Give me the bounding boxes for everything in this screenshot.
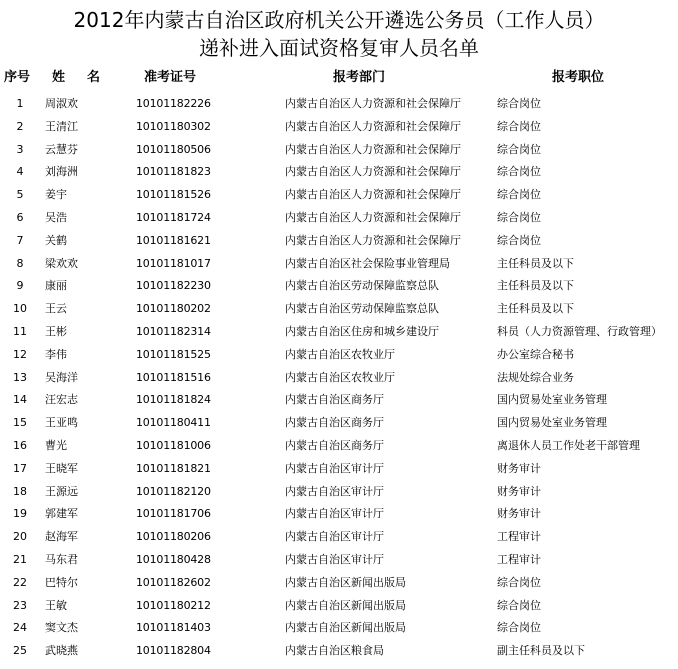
table-row — [0, 209, 678, 232]
row-position: 法规处综合业务 — [497, 370, 574, 384]
row-name: 王源远 — [45, 484, 78, 498]
row-name: 窦文杰 — [45, 621, 78, 635]
row-exam-no: 10101181724 — [136, 210, 211, 224]
table-row — [0, 323, 678, 346]
row-position: 财务审计 — [497, 484, 541, 498]
row-exam-no: 10101181403 — [136, 621, 211, 635]
row-dept: 内蒙古自治区农牧业厅 — [285, 347, 395, 361]
row-dept: 内蒙古自治区审计厅 — [285, 484, 384, 498]
row-dept: 内蒙古自治区人力资源和社会保障厅 — [285, 119, 461, 133]
row-name: 刘海洲 — [45, 165, 78, 179]
row-dept: 内蒙古自治区粮食局 — [285, 644, 384, 658]
row-seq: 4 — [16, 165, 24, 179]
table-row — [0, 551, 678, 574]
column-header-exam-no: 准考证号 — [144, 70, 197, 85]
row-exam-no: 10101182314 — [136, 324, 211, 338]
row-seq: 1 — [16, 97, 24, 110]
row-seq: 22 — [13, 575, 27, 589]
table-row — [0, 277, 678, 300]
row-position: 综合岗位 — [497, 210, 541, 224]
row-dept: 内蒙古自治区劳动保障监察总队 — [285, 302, 439, 316]
row-dept: 内蒙古自治区人力资源和社会保障厅 — [285, 165, 461, 179]
table-row — [0, 118, 678, 141]
row-position: 财务审计 — [497, 461, 541, 475]
row-exam-no: 10101180411 — [136, 416, 211, 430]
row-position: 办公室综合秘书 — [497, 347, 574, 361]
row-dept: 内蒙古自治区商务厅 — [285, 438, 384, 452]
row-exam-no: 10101182230 — [136, 279, 211, 293]
row-position: 科员（人力资源管理、行政管理） — [497, 324, 662, 338]
row-position: 综合岗位 — [497, 97, 541, 110]
table-row — [0, 186, 678, 209]
row-exam-no: 10101181621 — [136, 233, 211, 247]
row-position: 副主任科员及以下 — [497, 644, 585, 658]
row-name: 郭建军 — [45, 507, 78, 521]
row-seq: 19 — [13, 507, 27, 521]
row-seq: 8 — [16, 256, 24, 270]
row-exam-no: 10101181706 — [136, 507, 211, 521]
row-seq: 12 — [13, 347, 27, 361]
table-row — [0, 414, 678, 437]
row-position: 主任科员及以下 — [497, 256, 574, 270]
table-row — [0, 460, 678, 483]
row-seq: 3 — [16, 142, 24, 156]
row-name: 姜宇 — [45, 188, 67, 202]
row-seq: 23 — [13, 598, 27, 612]
row-exam-no: 10101181017 — [136, 256, 211, 270]
table-row — [0, 642, 678, 665]
row-exam-no: 10101181821 — [136, 461, 211, 475]
row-position: 综合岗位 — [497, 598, 541, 612]
row-dept: 内蒙古自治区审计厅 — [285, 461, 384, 475]
row-name: 吴海洋 — [45, 370, 78, 384]
candidate-table — [0, 95, 678, 665]
row-exam-no: 10101181516 — [136, 370, 211, 384]
table-row — [0, 232, 678, 255]
row-exam-no: 10101182120 — [136, 484, 211, 498]
row-name: 王晓军 — [45, 461, 78, 475]
row-dept: 内蒙古自治区人力资源和社会保障厅 — [285, 142, 461, 156]
row-dept: 内蒙古自治区审计厅 — [285, 507, 384, 521]
row-dept: 内蒙古自治区新闻出版局 — [285, 621, 406, 635]
row-dept: 内蒙古自治区住房和城乡建设厅 — [285, 324, 439, 338]
row-position: 主任科员及以下 — [497, 302, 574, 316]
row-name: 武晓燕 — [45, 644, 78, 658]
row-exam-no: 10101180506 — [136, 142, 211, 156]
row-position: 财务审计 — [497, 507, 541, 521]
row-name: 赵海军 — [45, 530, 78, 544]
row-seq: 9 — [16, 279, 24, 293]
row-dept: 内蒙古自治区商务厅 — [285, 416, 384, 430]
row-dept: 内蒙古自治区劳动保障监察总队 — [285, 279, 439, 293]
row-position: 工程审计 — [497, 552, 541, 566]
row-dept: 内蒙古自治区人力资源和社会保障厅 — [285, 233, 461, 247]
row-exam-no: 10101182602 — [136, 575, 211, 589]
table-row — [0, 300, 678, 323]
row-position: 主任科员及以下 — [497, 279, 574, 293]
row-exam-no: 10101181823 — [136, 165, 211, 179]
row-position: 综合岗位 — [497, 165, 541, 179]
row-seq: 7 — [16, 233, 24, 247]
row-exam-no: 10101181526 — [136, 188, 211, 202]
row-seq: 24 — [13, 621, 27, 635]
row-seq: 25 — [13, 644, 27, 658]
table-row — [0, 346, 678, 369]
row-position: 国内贸易处室业务管理 — [497, 393, 607, 407]
row-position: 综合岗位 — [497, 188, 541, 202]
row-seq: 15 — [13, 416, 27, 430]
row-name: 马东君 — [45, 552, 78, 566]
row-name: 康丽 — [45, 279, 67, 293]
row-dept: 内蒙古自治区人力资源和社会保障厅 — [285, 97, 461, 110]
table-row — [0, 391, 678, 414]
row-position: 国内贸易处室业务管理 — [497, 416, 607, 430]
row-seq: 16 — [13, 438, 27, 452]
table-row — [0, 505, 678, 528]
row-dept: 内蒙古自治区商务厅 — [285, 393, 384, 407]
document-subtitle: 递补进入面试资格复审人员名单 — [199, 36, 479, 60]
row-name: 云慧芬 — [45, 142, 78, 156]
row-position: 综合岗位 — [497, 233, 541, 247]
row-dept: 内蒙古自治区审计厅 — [285, 530, 384, 544]
column-header-seq: 序号 — [4, 70, 31, 85]
row-position: 综合岗位 — [497, 119, 541, 133]
row-exam-no: 10101180202 — [136, 302, 211, 316]
table-row — [0, 528, 678, 551]
row-name: 王敏 — [45, 598, 67, 612]
row-exam-no: 10101180302 — [136, 119, 211, 133]
column-header-dept: 报考部门 — [333, 70, 386, 85]
row-exam-no: 10101181525 — [136, 347, 211, 361]
table-row — [0, 437, 678, 460]
row-exam-no: 10101182804 — [136, 644, 211, 658]
row-seq: 5 — [16, 188, 24, 202]
row-exam-no: 10101180206 — [136, 530, 211, 544]
row-seq: 2 — [16, 119, 24, 133]
row-dept: 内蒙古自治区新闻出版局 — [285, 598, 406, 612]
table-row — [0, 574, 678, 597]
row-dept: 内蒙古自治区人力资源和社会保障厅 — [285, 210, 461, 224]
row-dept: 内蒙古自治区社会保险事业管理局 — [285, 256, 450, 270]
row-name: 汪宏志 — [45, 393, 78, 407]
row-position: 工程审计 — [497, 530, 541, 544]
row-seq: 13 — [13, 370, 27, 384]
table-row — [0, 619, 678, 642]
row-exam-no: 10101180212 — [136, 598, 211, 612]
table-row — [0, 95, 678, 118]
column-header-name: 姓名 — [52, 70, 123, 85]
table-row — [0, 483, 678, 506]
row-position: 综合岗位 — [497, 575, 541, 589]
row-seq: 10 — [13, 302, 27, 316]
row-exam-no: 10101180428 — [136, 552, 211, 566]
row-seq: 18 — [13, 484, 27, 498]
row-exam-no: 10101181824 — [136, 393, 211, 407]
table-row — [0, 141, 678, 164]
row-seq: 17 — [13, 461, 27, 475]
row-name: 梁欢欢 — [45, 256, 78, 270]
table-row — [0, 597, 678, 620]
row-dept: 内蒙古自治区新闻出版局 — [285, 575, 406, 589]
row-seq: 6 — [16, 210, 24, 224]
row-name: 关鹤 — [45, 233, 67, 247]
row-name: 周淑欢 — [45, 97, 78, 110]
row-name: 王清江 — [45, 119, 78, 133]
row-exam-no: 10101181006 — [136, 438, 211, 452]
column-header-position: 报考职位 — [552, 70, 605, 85]
row-position: 综合岗位 — [497, 142, 541, 156]
row-name: 王云 — [45, 302, 67, 316]
document-title: 2012年内蒙古自治区政府机关公开遴选公务员（工作人员） — [73, 8, 605, 32]
row-exam-no: 10101182226 — [136, 97, 211, 110]
row-dept: 内蒙古自治区农牧业厅 — [285, 370, 395, 384]
row-dept: 内蒙古自治区审计厅 — [285, 552, 384, 566]
row-name: 曹光 — [45, 438, 67, 452]
row-seq: 11 — [13, 324, 27, 338]
table-row — [0, 255, 678, 278]
row-name: 王亚鸣 — [45, 416, 78, 430]
row-dept: 内蒙古自治区人力资源和社会保障厅 — [285, 188, 461, 202]
row-name: 吴浩 — [45, 210, 67, 224]
table-row — [0, 369, 678, 392]
row-position: 综合岗位 — [497, 621, 541, 635]
row-name: 王彬 — [45, 324, 67, 338]
table-row — [0, 163, 678, 186]
row-seq: 20 — [13, 530, 27, 544]
row-position: 离退休人员工作处老干部管理 — [497, 438, 640, 452]
row-name: 李伟 — [45, 347, 67, 361]
row-seq: 14 — [13, 393, 27, 407]
row-seq: 21 — [13, 552, 27, 566]
row-name: 巴特尔 — [45, 575, 78, 589]
